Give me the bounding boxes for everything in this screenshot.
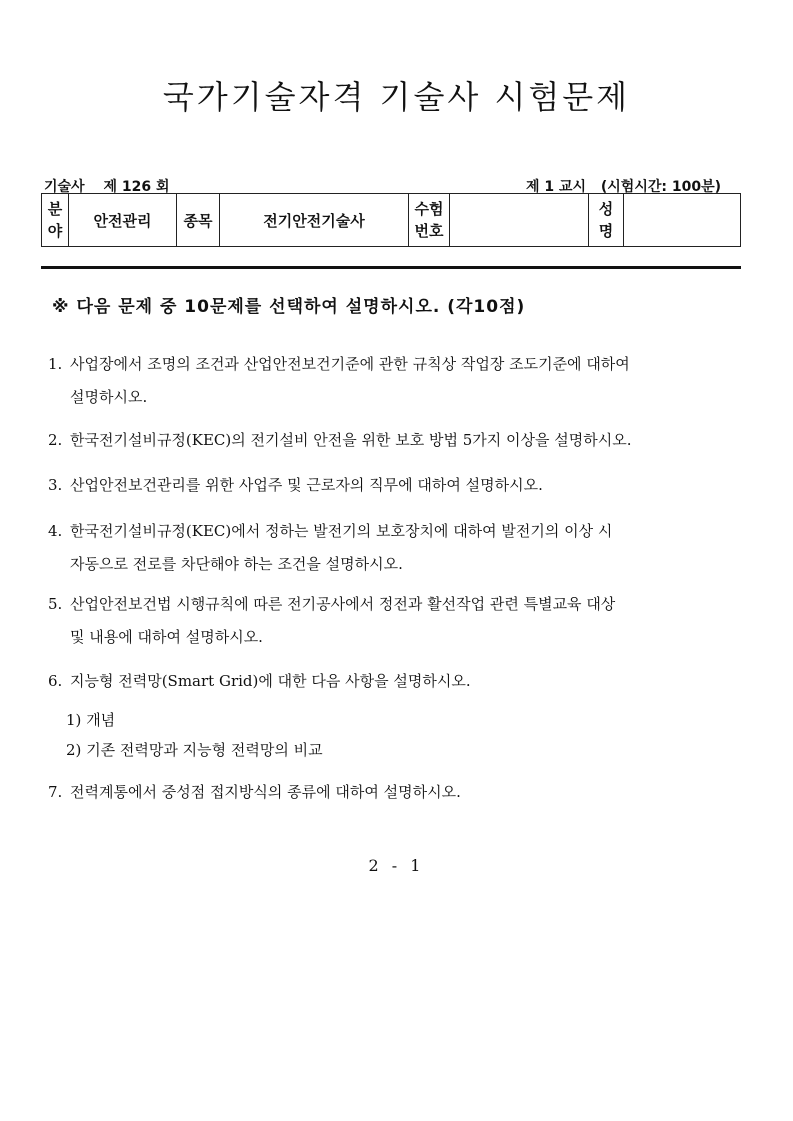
question-7: 7. 전력계통에서 중성점 접지방식의 종류에 대하여 설명하시오. <box>48 783 461 801</box>
exam-number-field[interactable] <box>450 194 589 247</box>
exam-round: 제 126 회 <box>103 179 170 195</box>
question-6: 6. 지능형 전력망(Smart Grid)에 대한 다음 사항을 설명하시오. <box>48 672 471 690</box>
exam-title: 국가기술자격 기술사 시험문제 <box>162 78 631 116</box>
exam-time: (시험시간: 100분) <box>600 179 721 195</box>
exam-category: 기술사 <box>44 179 85 195</box>
question-6-subitem-1: 1) 개념 <box>66 711 116 729</box>
exam-info-table <box>41 193 741 247</box>
question-1: 1. 사업장에서 조명의 조건과 산업안전보건기준에 관한 규칙상 작업장 조도기준에 대하여 설명하시오. <box>48 355 630 406</box>
exam-number-label: 수험 번호 <box>409 194 450 247</box>
exam-session: 제 1 교시 <box>525 179 586 195</box>
question-4: 4. 한국전기설비규정(KEC)에서 정하는 발전기의 보호장치에 대하여 발전기의 이상 시 자동으로 전로를 차단해야 하는 조건을 설명하시오. <box>48 522 613 573</box>
item-label: 종목 <box>177 194 220 247</box>
field-value: 안전관리 <box>69 194 177 247</box>
item-value: 전기안전기술사 <box>220 194 409 247</box>
question-3: 3. 산업안전보건관리를 위한 사업주 및 근로자의 직무에 대하여 설명하시오. <box>48 476 543 494</box>
name-field[interactable] <box>624 194 741 247</box>
question-5: 5. 산업안전보건법 시행규칙에 따른 전기공사에서 정전과 활선작업 관련 특별교육 대상 및 내용에 대하여 설명하시오. <box>48 595 616 646</box>
divider-rule <box>41 266 741 269</box>
instruction: ※ 다음 문제 중 10문제를 선택하여 설명하시오. (각10점) <box>52 297 526 317</box>
field-label: 분 야 <box>42 194 69 247</box>
question-2: 2. 한국전기설비규정(KEC)의 전기설비 안전을 위한 보호 방법 5가지 이상을 설명하시오. <box>48 431 632 449</box>
question-6-subitem-2: 2) 기존 전력망과 지능형 전력망의 비교 <box>66 741 323 759</box>
page-number: 2 - 1 <box>368 856 425 875</box>
name-label: 성 명 <box>589 194 624 247</box>
